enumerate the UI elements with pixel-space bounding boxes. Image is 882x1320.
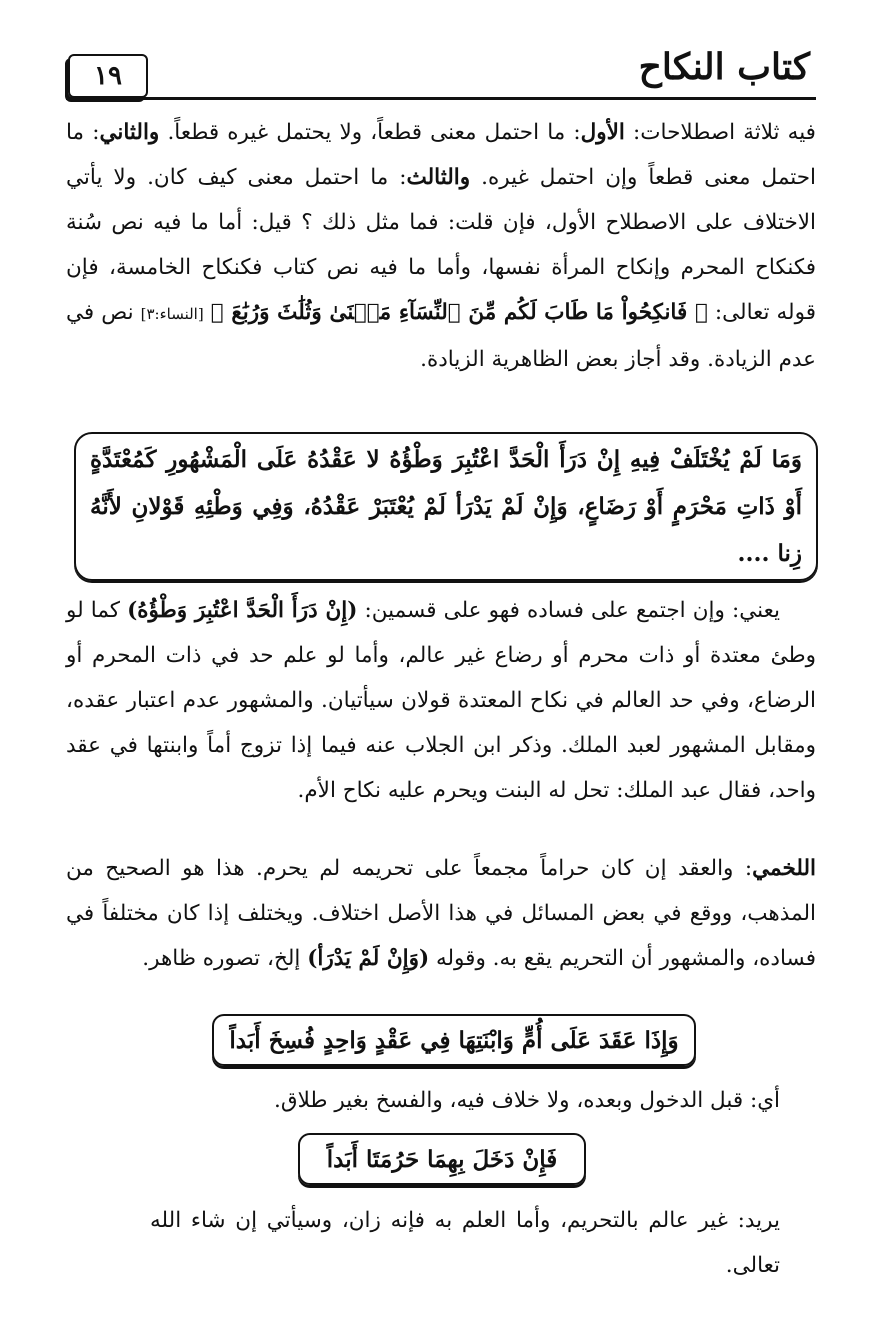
term-second: والثاني: [99, 120, 160, 145]
quran-verse: ﴿ فَانكِحُواْ مَا طَابَ لَكُم مِّنَ ٱلنِّسَآءِ مَثۡنَىٰ وَثُلَٰثَ وَرُبَٰعَ ﴾: [210, 300, 708, 325]
p2-lead: يعني: وإن اجتمع على فساده فهو على قسمين:: [364, 598, 780, 623]
matn-box-2: وَإِذَا عَقَدَ عَلَى أُمٍّ وَابْنَتِهَا فِي عَقْدٍ وَاحِدٍ فُسِخَ أَبَداً: [212, 1014, 696, 1066]
page-number: ١٩: [68, 54, 148, 98]
verse-reference: [النساء:٣]: [140, 305, 204, 323]
term-first: الأول: [580, 120, 625, 145]
commentary-paragraph-1: [66, 110, 816, 382]
scholar-label: اللخمي: [752, 856, 816, 881]
commentary-paragraph-2: [66, 588, 816, 813]
p1-text-2: : ما احتمل معنى قطعاً وإن احتمل غيره.: [66, 120, 816, 190]
commentary-paragraph-3: [66, 846, 816, 981]
p2-text: كما لو وطئ معتدة أو ذات محرم أو رضاع غير عالم، وأما لو علم حد في ذات المحرم أو الرضاع، وفي حد العالم في نكاح المعتدة قولان سيأتيان. والمشهور عدم اعتبار عقده، ومقابل المشهور لعبد الملك. وذكر ابن الجلاب عنه فيما إذا تزوج أماً وابنتها في عقد واحد، فقال عبد الملك: تحل له البنت ويحرم عليه نكاح الأم.: [66, 598, 816, 803]
p3-text-1: : والعقد إن كان حراماً مجمعاً على تحريمه لم يحرم. هذا هو الصحيح من المذهب، ووقع في بعض المسائل في هذا الأصل اختلاف. ويختلف إذا كان مختلفاً في فساده، والمشهور أن التحريم يقع به. وقوله: [66, 856, 816, 971]
p3-quote: (وَإِنْ لَمْ يَدْرَأ): [307, 946, 430, 971]
p1-text-4: نص في عدم الزيادة. وقد أجاز بعض الظاهرية الزيادة.: [66, 300, 816, 372]
p1-text-1: : ما احتمل معنى قطعاً، ولا يحتمل غيره قطعاً.: [167, 120, 581, 145]
p3-text-2: إلخ، تصوره ظاهر.: [142, 946, 301, 971]
term-third: والثالث: [406, 165, 471, 190]
matn-box-1: وَمَا لَمْ يُخْتَلَفْ فِيهِ إِنْ دَرَأَ الْحَدَّ اعْتُبِرَ وَطْؤُهُ لا عَقْدُهُ عَلَى الْمَشْهُورِ كَمُعْتَدَّةٍ أَوْ ذَاتِ مَحْرَمٍ أَوْ رَضَاعٍ، وَإِنْ لَمْ يَدْرَأ لَمْ يُعْتَبَرْ عَقْدُهُ، وَفِي وَطْئِهِ قَوْلانِ لأَنَّهُ زِنا ....: [74, 432, 818, 581]
header-divider: [66, 97, 816, 100]
matn-box-3: فَإِنْ دَخَلَ بِهِمَا حَرُمَتَا أَبَداً: [298, 1133, 586, 1185]
commentary-paragraph-5: يريد: غير عالم بالتحريم، وأما العلم به فإنه زان، وسيأتي إن شاء الله تعالى.: [150, 1208, 780, 1278]
page-header: [66, 40, 816, 102]
p1-lead: فيه ثلاثة اصطلاحات:: [633, 120, 816, 145]
commentary-paragraph-4: أي: قبل الدخول وبعده، ولا خلاف فيه، والفسخ بغير طلاق.: [274, 1088, 780, 1113]
p2-quote: (إِنْ دَرَأَ الْحَدَّ اعْتُبِرَ وَطْؤُهُ): [127, 598, 358, 623]
p1-text-3: : ما احتمل معنى كيف كان. ولا يأتي الاختلاف على الاصطلاح الأول، فإن قلت: فما مثل ذلك ؟ قيل: أما ما فيه نص سُنة فكنكاح المحرم وإنكاح المرأة نفسها، وأما ما فيه نص كتاب فكنكاح الخامسة، فإن قوله تعالى:: [66, 165, 816, 325]
book-title: كتاب النكاح: [638, 46, 810, 88]
